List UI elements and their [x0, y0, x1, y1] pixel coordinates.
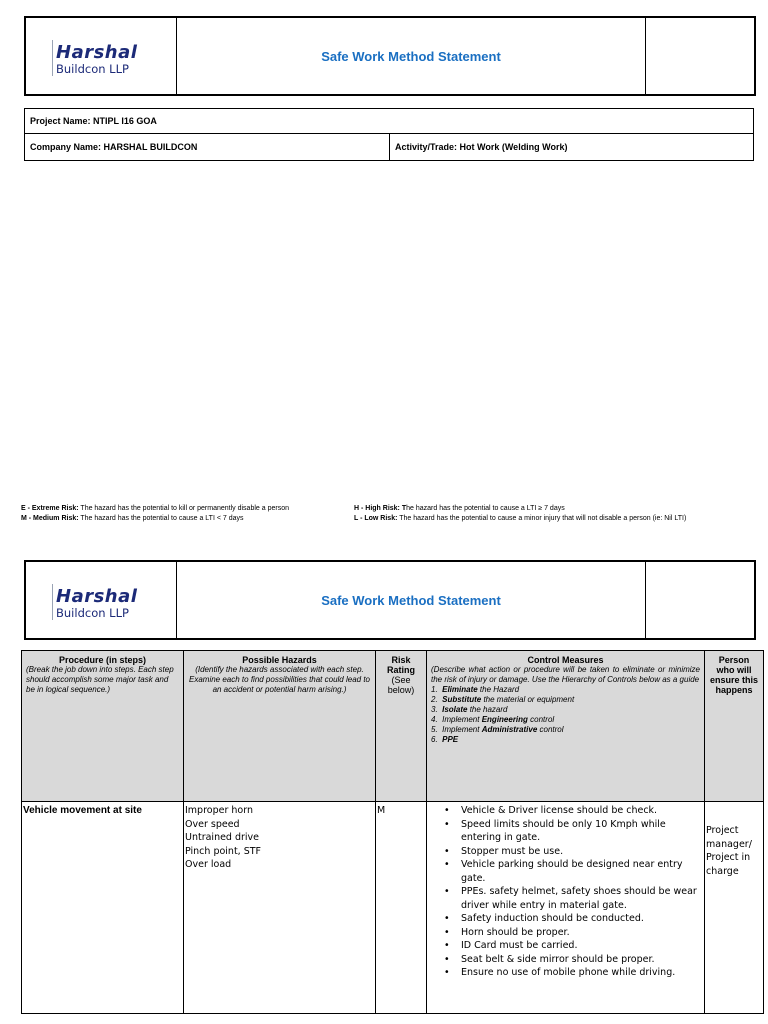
cell-procedure: Vehicle movement at site	[22, 802, 184, 1014]
control-item: • Stopper must be use.	[440, 845, 703, 859]
control-item: • Horn should be proper.	[440, 926, 703, 940]
header-blank-cell	[646, 562, 754, 638]
legend-extreme	[21, 504, 289, 514]
legend-high-label: H - High Risk: T	[354, 505, 407, 512]
logo-line1: Harshal	[56, 586, 138, 607]
control-item: • Vehicle parking should be designed near entry gate.	[440, 858, 703, 885]
legend-low	[354, 514, 686, 524]
legend-high-text: he hazard has the potential to cause a LTI ≥ 7 days	[406, 505, 565, 512]
header-procedure-title: Procedure (in steps)	[58, 655, 147, 665]
control-item: • Seat belt & side mirror should be proper.	[440, 953, 703, 967]
document-header-page2	[24, 560, 756, 640]
legend-medium-label: M - Medium Risk:	[21, 515, 79, 522]
document-header	[24, 16, 756, 96]
cell-responsible-person: Project manager/ Project in charge	[705, 802, 764, 1014]
header-person-title: Person who will ensure this happens	[709, 655, 758, 695]
hazard-item: Over speed	[185, 818, 240, 830]
swms-table	[21, 650, 764, 1014]
logo-line2: Buildcon LLP	[56, 62, 129, 76]
hierarchy-item: 3. Isolate the hazard	[431, 705, 508, 714]
logo-line2: Buildcon LLP	[56, 606, 129, 620]
logo-line1: Harshal	[56, 42, 138, 63]
control-list	[428, 804, 703, 980]
company-row	[25, 133, 753, 160]
hierarchy-item: 6. PPE	[431, 735, 459, 744]
activity-trade: Activity/Trade: Hot Work (Welding Work)	[395, 142, 568, 152]
header-risk-desc: (See below)	[387, 675, 415, 695]
cell-control-measures	[427, 802, 705, 1014]
hazard-item: Over load	[185, 859, 232, 870]
hazard-item: Improper horn	[185, 805, 253, 816]
hierarchy-of-controls	[431, 685, 700, 745]
control-item: • ID Card must be carried.	[440, 939, 703, 953]
header-risk	[376, 651, 427, 802]
header-control-desc: (Describe what action or procedure will be taken to eliminate or minimize the risk of injury or damage. Use the Hierarchy of Controls below as a guide	[431, 665, 700, 684]
hierarchy-item: 5. Implement Administrative control	[431, 725, 564, 734]
legend-low-text: The hazard has the potential to cause a minor injury that will not disable a person (ie: Nil LTI)	[397, 515, 687, 522]
legend-low-label: L - Low Risk:	[354, 515, 398, 522]
project-name-row	[25, 109, 753, 133]
control-item: • Vehicle & Driver license should be check.	[440, 804, 703, 818]
header-control-title: Control Measures	[527, 655, 604, 665]
header-hazards-title: Possible Hazards	[242, 655, 317, 665]
legend-medium-text: The hazard has the potential to cause a LTI < 7 days	[78, 515, 244, 522]
project-name: Project Name: NTIPL I16 GOA	[30, 116, 157, 126]
header-risk-title: Risk Rating	[387, 655, 415, 675]
control-item: • Ensure no use of mobile phone while driving.	[440, 966, 703, 980]
legend-extreme-text: The hazard has the potential to kill or permanently disable a person	[78, 505, 289, 512]
header-procedure	[22, 651, 184, 802]
company-logo	[26, 562, 177, 638]
legend-extreme-label: E - Extreme Risk:	[21, 505, 79, 512]
logo-divider	[52, 40, 53, 76]
table-row	[22, 802, 764, 1014]
hazard-item: Pinch point, STF	[185, 845, 262, 857]
control-item: • Safety induction should be conducted.	[440, 912, 703, 926]
hierarchy-item: 2. Substitute the material or equipment	[431, 695, 575, 704]
hazard-item: Untrained drive	[185, 832, 260, 843]
document-title: Safe Work Method Statement	[177, 562, 646, 638]
logo-divider	[52, 584, 53, 620]
cell-risk-rating: M	[376, 802, 427, 1014]
project-info-table	[24, 108, 754, 161]
risk-legend-left	[21, 504, 289, 524]
header-person	[705, 651, 764, 802]
header-hazards	[184, 651, 376, 802]
legend-medium	[21, 514, 289, 524]
header-blank-cell	[646, 18, 754, 94]
risk-legend-right	[354, 504, 686, 524]
company-logo	[26, 18, 177, 94]
header-hazards-desc: (Identify the hazards associated with each step. Examine each to find possibilities that could lead to an accident or potential harm arising.)	[189, 665, 370, 694]
hierarchy-item: 1. Eliminate the Hazard	[431, 685, 520, 694]
cell-hazards	[184, 802, 376, 1014]
control-item: • PPEs. safety helmet, safety shoes should be wear driver while entry in material gate.	[440, 885, 703, 912]
header-procedure-desc: (Break the job down into steps. Each step should accomplish some major task and be in logical sequence.)	[26, 665, 174, 694]
header-control	[427, 651, 705, 802]
legend-high	[354, 504, 686, 514]
hierarchy-item: 4. Implement Engineering control	[431, 715, 555, 724]
control-item: • Speed limits should be only 10 Kmph while entering in gate.	[440, 818, 703, 845]
document-title: Safe Work Method Statement	[177, 18, 646, 94]
table-header-row	[22, 651, 764, 802]
company-name: Company Name: HARSHAL BUILDCON	[25, 134, 390, 160]
